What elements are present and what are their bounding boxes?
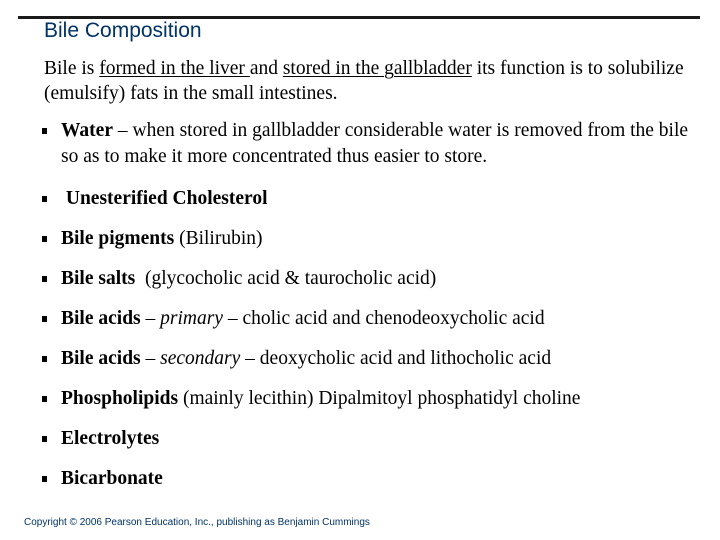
copyright-footer: Copyright © 2006 Pearson Education, Inc., publishing as Benjamin Cummings	[24, 517, 370, 528]
primary-dash: –	[140, 308, 161, 329]
pigments-label: Bile pigments	[61, 228, 175, 249]
bile-components-list	[40, 118, 700, 492]
list-item-primary-acids	[40, 306, 700, 332]
bullet-marker	[42, 316, 47, 322]
primary-italic: primary	[160, 308, 223, 329]
secondary-acids-text: – deoxycholic acid and lithocholic acid	[240, 348, 552, 369]
secondary-acids-label: Bile acids	[61, 348, 141, 369]
water-text: – when stored in gallbladder considerable water is removed from the bile so as to make it more concentrated thus easier to store.	[61, 120, 689, 167]
cholesterol-label: Unesterified Cholesterol	[61, 188, 268, 209]
list-item-bicarbonate	[40, 466, 700, 492]
bullet-marker	[42, 476, 47, 482]
intro-text-1: Bile is	[44, 58, 100, 79]
intro-text-2: and	[249, 58, 283, 79]
list-item-phospholipids	[40, 386, 700, 412]
list-item-pigments	[40, 226, 700, 252]
list-item-cholesterol	[40, 186, 700, 212]
secondary-dash: –	[140, 348, 161, 369]
bullet-marker	[42, 356, 47, 362]
bullet-marker	[42, 276, 47, 282]
water-label: Water	[61, 120, 113, 141]
primary-acids-text: – cholic acid and chenodeoxycholic acid	[222, 308, 545, 329]
list-item-electrolytes	[40, 426, 700, 452]
bullet-marker	[42, 128, 47, 134]
phospholipids-text: (mainly lecithin) Dipalmitoyl phosphatidyl choline	[178, 388, 581, 409]
bullet-marker	[42, 436, 47, 442]
intro-stored-underlined: stored in the gallbladder	[282, 58, 472, 79]
salts-text: (glycocholic acid & taurocholic acid)	[135, 268, 437, 289]
secondary-italic: secondary	[160, 348, 241, 369]
bullet-marker	[42, 236, 47, 242]
salts-label: Bile salts	[61, 268, 136, 289]
list-item-water	[40, 118, 700, 170]
electrolytes-label: Electrolytes	[61, 428, 160, 449]
phospholipids-label: Phospholipids	[61, 388, 179, 409]
pigments-text: (Bilirubin)	[174, 228, 263, 249]
bullet-marker	[42, 196, 47, 202]
list-item-secondary-acids	[40, 346, 700, 372]
slide-title: Bile Composition	[44, 19, 202, 42]
intro-text-3: its function is to solubilize (emulsify) fats in the small intestines.	[44, 58, 684, 104]
list-item-salts	[40, 266, 700, 292]
intro-formed-underlined: formed in the liver	[99, 58, 250, 79]
bicarbonate-label: Bicarbonate	[61, 468, 163, 489]
primary-acids-label: Bile acids	[61, 308, 141, 329]
bullet-marker	[42, 396, 47, 402]
intro-paragraph	[44, 56, 694, 106]
